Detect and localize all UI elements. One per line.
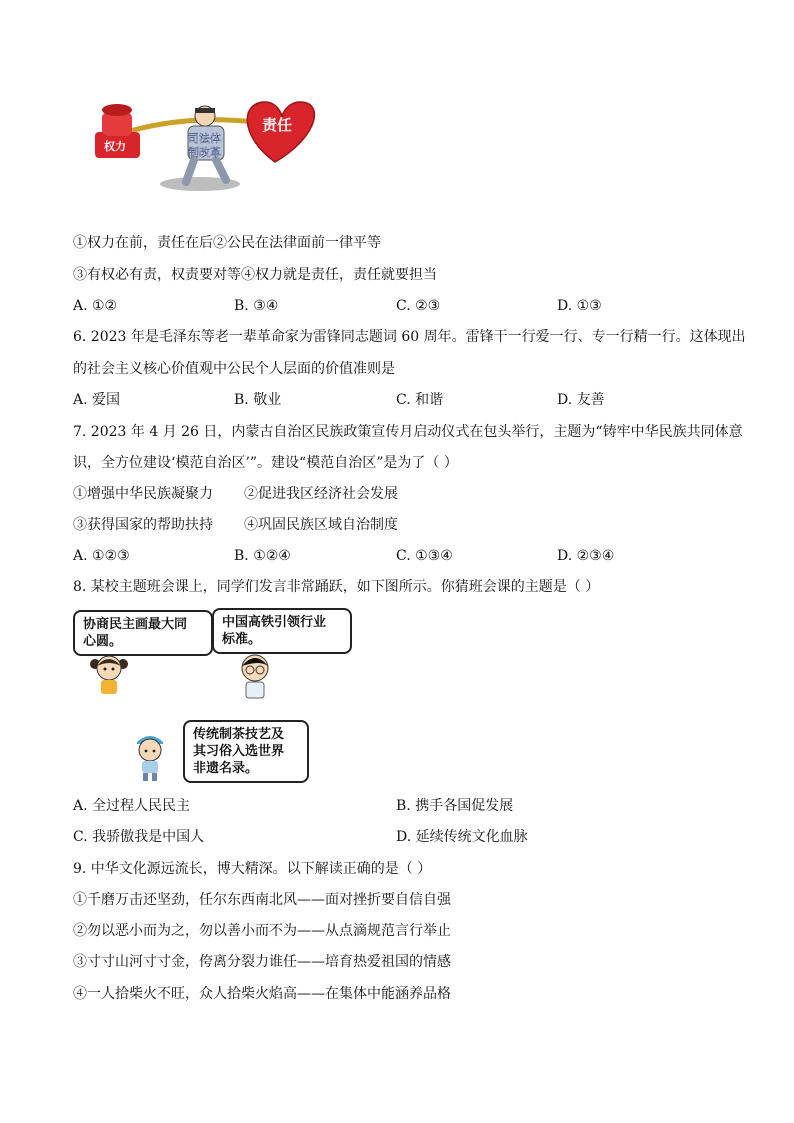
speech-bubble-1 bbox=[73, 610, 213, 656]
q6-option-d[interactable]: D. 友善 bbox=[557, 392, 605, 408]
q7-option-c[interactable]: C. ①③④ bbox=[396, 548, 453, 564]
label-reform-line1: 司法体 bbox=[188, 132, 221, 145]
girl-student-icon bbox=[90, 652, 128, 696]
q5-option-d[interactable]: D. ①③ bbox=[557, 298, 602, 314]
q7-item-3: ③获得国家的帮助扶持 bbox=[73, 517, 213, 533]
q7-item-4: ④巩固民族区域自治制度 bbox=[244, 517, 398, 533]
q7-option-d[interactable]: D. ②③④ bbox=[557, 548, 615, 564]
bubble-2-line-2: 标准。 bbox=[222, 632, 262, 647]
speech-bubble-2 bbox=[212, 608, 352, 654]
q9-stem: 9. 中华文化源远流长，博大精深。以下解读正确的是（ ） bbox=[73, 861, 432, 877]
q9-item-3: ③寸寸山河寸寸金，侉离分裂力谁任——培育热爱祖国的情感 bbox=[73, 954, 451, 970]
q6-option-b[interactable]: B. 敬业 bbox=[234, 392, 282, 408]
bubble-1-line-2: 心圆。 bbox=[83, 634, 123, 649]
q8-option-a[interactable]: A. 全过程人民民主 bbox=[73, 798, 191, 814]
q6-stem-line-1: 6. 2023 年是毛泽东等老一辈革命家为雷锋同志题词 60 周年。雷锋干一行爱一行、专一行精一行。这体现出 bbox=[73, 329, 746, 345]
q6-option-a[interactable]: A. 爱国 bbox=[73, 392, 121, 408]
boy-glasses-student-icon bbox=[236, 652, 274, 700]
q7-item-2: ②促进我区经济社会发展 bbox=[244, 486, 398, 502]
speech-bubble-3 bbox=[183, 720, 309, 783]
cartoon-illustration bbox=[90, 92, 320, 202]
bubble-2-line-1: 中国高铁引领行业 bbox=[222, 615, 327, 630]
bubble-3-line-2: 其习俗入选世界 bbox=[193, 744, 285, 759]
q6-stem-line-2: 的社会主义核心价值观中公民个人层面的价值准则是 bbox=[73, 361, 395, 377]
q7-option-a[interactable]: A. ①②③ bbox=[73, 548, 130, 564]
q5-option-a[interactable]: A. ①② bbox=[73, 298, 118, 314]
q6-option-c[interactable]: C. 和谐 bbox=[396, 392, 444, 408]
q5-option-c[interactable]: C. ②③ bbox=[396, 298, 441, 314]
q5-option-b[interactable]: B. ③④ bbox=[234, 298, 279, 314]
q5-item-line-2: ③有权必有责，权责要对等④权力就是责任，责任就要担当 bbox=[73, 267, 437, 283]
q8-stem: 8. 某校主题班会课上，同学们发言非常踊跃，如下图所示。你猜班会课的主题是（ ） bbox=[73, 579, 600, 595]
q8-option-b[interactable]: B. 携手各国促发展 bbox=[396, 798, 514, 814]
bubble-1-line-1: 协商民主画最大同 bbox=[83, 617, 188, 632]
label-responsibility: 责任 bbox=[262, 116, 293, 134]
cartoon-figure bbox=[90, 92, 320, 202]
q5-item-line-1: ①权力在前，责任在后②公民在法律面前一律平等 bbox=[73, 235, 381, 251]
q7-item-1: ①增强中华民族凝聚力 bbox=[73, 486, 213, 502]
label-reform-line2: 制改革 bbox=[188, 146, 221, 159]
q7-stem-line-2: 识，全方位建设‘模范自治区’”。建设“模范自治区”是为了（ ） bbox=[73, 455, 458, 471]
q9-item-1: ①千磨万击还坚劲，任尔东西南北风——面对挫折要自信自强 bbox=[73, 892, 451, 908]
q9-item-4: ④一人拾柴火不旺，众人拾柴火焰高——在集体中能涵养品格 bbox=[73, 986, 451, 1002]
label-power: 权力 bbox=[104, 140, 126, 153]
q7-stem-line-1: 7. 2023 年 4 月 26 日，内蒙古自治区民族政策宣传月启动仪式在包头举行，主题为“铸牢中华民族共同体意 bbox=[73, 424, 743, 440]
bubble-3-line-1: 传统制茶技艺及 bbox=[193, 727, 285, 742]
q9-item-2: ②勿以恶小而为之，勿以善小而不为——从点滴规范言行举止 bbox=[73, 923, 451, 939]
q8-option-d[interactable]: D. 延续传统文化血脉 bbox=[396, 829, 528, 845]
q8-option-c[interactable]: C. 我骄傲我是中国人 bbox=[73, 829, 205, 845]
boy-cap-student-icon bbox=[133, 730, 167, 782]
q7-option-b[interactable]: B. ①②④ bbox=[234, 548, 291, 564]
bubble-3-line-3: 非遗名录。 bbox=[193, 761, 259, 776]
